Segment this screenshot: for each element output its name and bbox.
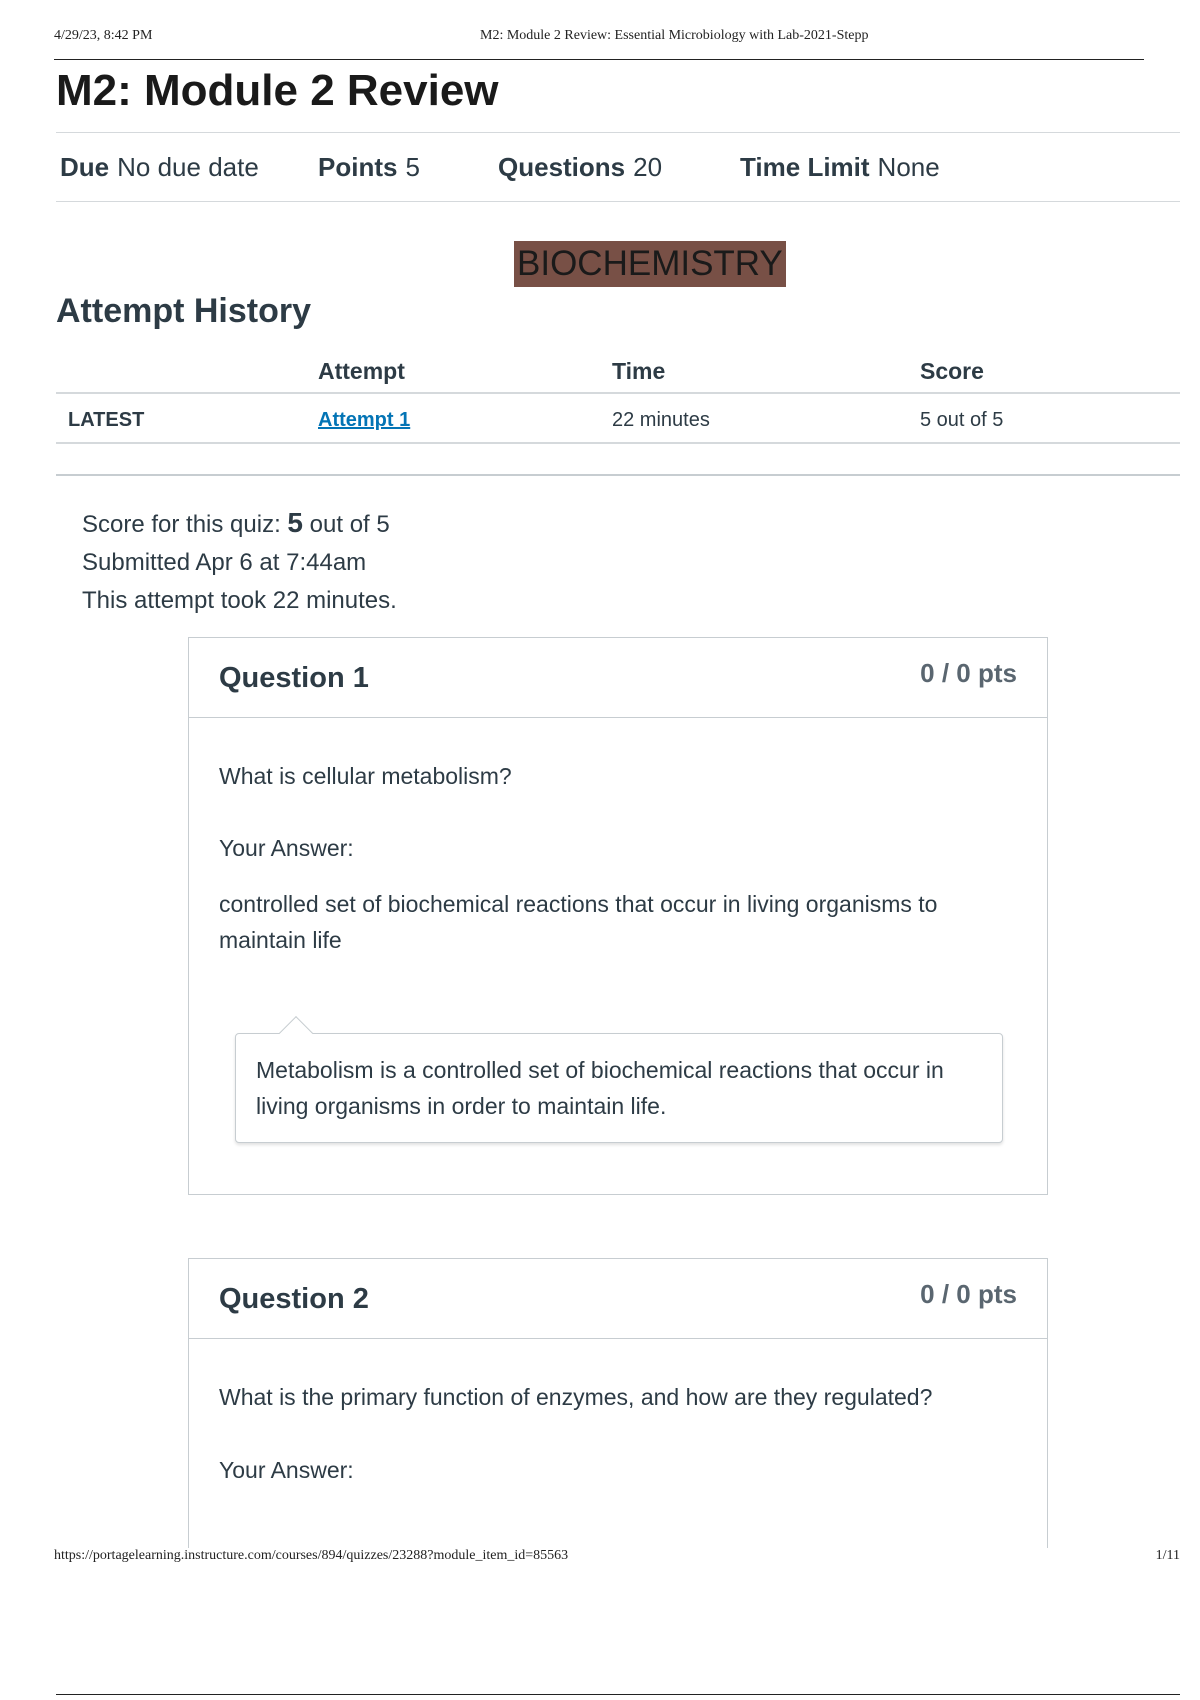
attempt-history-table	[56, 350, 1180, 444]
score-line	[82, 504, 397, 544]
attempt-score: 5 out of 5	[920, 409, 1004, 431]
meta-points-value: 5	[405, 152, 420, 182]
meta-due-value: No due date	[117, 152, 259, 182]
table-header-row	[56, 350, 1180, 394]
question-card-1	[188, 637, 1048, 1195]
answer-feedback	[235, 1033, 1003, 1143]
column-header-score: Score	[920, 358, 984, 384]
section-divider	[56, 474, 1180, 476]
question-header	[189, 1259, 1047, 1339]
table-row	[56, 394, 1180, 444]
print-date: 4/29/23, 8:42 PM	[54, 28, 153, 43]
meta-due-label: Due	[60, 152, 110, 182]
score-suffix: out of 5	[303, 511, 390, 538]
score-value: 5	[287, 507, 303, 538]
column-header-time: Time	[612, 358, 666, 384]
feedback-text: Metabolism is a controlled set of biochemical reactions that occur in living organisms in order to maintain life.	[256, 1057, 944, 1119]
question-text: What is the primary function of enzymes, and how are they regulated?	[219, 1384, 933, 1410]
question-title: Question 2	[219, 1283, 369, 1315]
submitted-line: Submitted Apr 6 at 7:44am	[82, 549, 367, 576]
meta-questions-value: 20	[633, 152, 663, 182]
duration-line: This attempt took 22 minutes.	[82, 587, 397, 614]
highlight-tag: BIOCHEMISTRY	[514, 241, 786, 287]
feedback-caret	[279, 1016, 313, 1050]
question-title: Question 1	[219, 662, 369, 694]
meta-time-limit	[740, 152, 940, 183]
next-page-rule	[56, 1694, 1180, 1695]
attempt-1-link[interactable]: Attempt 1	[318, 409, 411, 431]
print-page-number: 1/11	[1155, 1548, 1180, 1563]
meta-points	[318, 152, 420, 183]
meta-time-limit-label: Time Limit	[740, 152, 870, 182]
quiz-meta-bar	[56, 132, 1180, 202]
question-points: 0 / 0 pts	[920, 658, 1017, 688]
page-title: M2: Module 2 Review	[56, 66, 499, 115]
attempt-history-title: Attempt History	[56, 292, 312, 330]
your-answer-text: controlled set of biochemical reactions that occur in living organisms to maintain life	[219, 891, 938, 953]
latest-tag: LATEST	[68, 409, 145, 431]
meta-questions-label: Questions	[498, 152, 626, 182]
your-answer-label: Your Answer:	[219, 835, 354, 861]
print-header	[54, 28, 1144, 60]
meta-questions	[498, 152, 662, 183]
question-points: 0 / 0 pts	[920, 1279, 1017, 1309]
meta-points-label: Points	[318, 152, 398, 182]
your-answer-label: Your Answer:	[219, 1457, 354, 1483]
question-text: What is cellular metabolism?	[219, 763, 512, 789]
attempt-time: 22 minutes	[612, 409, 710, 431]
print-doc-title: M2: Module 2 Review: Essential Microbiology with Lab-2021-Stepp	[480, 28, 869, 43]
question-header	[189, 638, 1047, 718]
column-header-attempt: Attempt	[318, 358, 405, 384]
meta-due	[60, 152, 259, 183]
score-prefix: Score for this quiz:	[82, 511, 288, 538]
meta-time-limit-value: None	[877, 152, 940, 182]
question-card-2	[188, 1258, 1048, 1548]
print-footer-url: https://portagelearning.instructure.com/courses/894/quizzes/23288?module_item_id=85563	[54, 1548, 569, 1563]
score-summary	[82, 504, 397, 620]
